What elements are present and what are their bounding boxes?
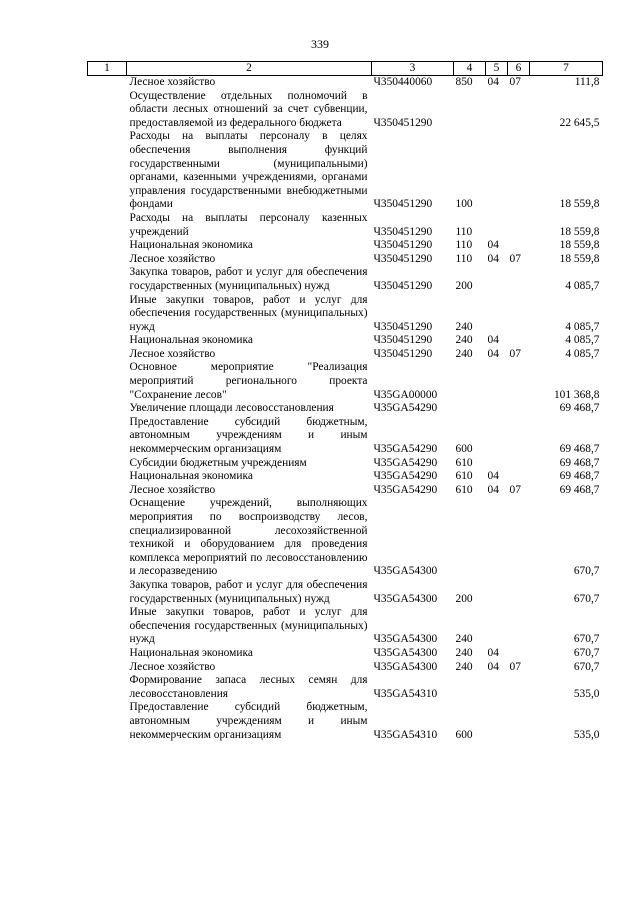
section-code bbox=[486, 579, 508, 606]
amount: 670,7 bbox=[573, 660, 600, 673]
expense-type-code: 240 bbox=[455, 347, 473, 360]
col1-cell bbox=[88, 470, 127, 484]
table-row bbox=[88, 348, 603, 362]
item-name: Иные закупки товаров, работ и услуг для обеспечения государственных (муниципальных) нужд bbox=[129, 293, 368, 333]
expense-type-code: 610 bbox=[455, 483, 473, 496]
table-row bbox=[88, 416, 603, 457]
section-code bbox=[486, 701, 508, 742]
item-name: Формирование запаса лесных семян для лесовосстановления bbox=[129, 674, 368, 700]
col1-cell bbox=[88, 334, 127, 348]
amount: 111,8 bbox=[574, 76, 600, 88]
expense-type-code bbox=[454, 402, 486, 416]
col1-cell bbox=[88, 402, 127, 416]
subsection-code: 07 bbox=[509, 660, 521, 673]
table-row bbox=[88, 470, 603, 484]
col1-cell bbox=[88, 647, 127, 661]
col1-cell bbox=[88, 266, 127, 293]
item-name: Лесное хозяйство bbox=[129, 76, 216, 88]
item-name: Иные закупки товаров, работ и услуг для обеспечения государственных (муниципальных) нужд bbox=[129, 606, 368, 646]
budget-code: Ч350451290 bbox=[373, 239, 433, 252]
section-code: 04 bbox=[487, 660, 499, 673]
item-name: Основное мероприятие "Реализация мероприятий регионального проекта "Сохранение лесов" bbox=[129, 361, 368, 401]
column-header: 6 bbox=[508, 62, 530, 76]
item-name: Национальная экономика bbox=[129, 646, 253, 659]
subsection-code bbox=[508, 130, 530, 212]
expense-type-code: 610 bbox=[455, 456, 473, 469]
column-header: 2 bbox=[127, 62, 372, 76]
budget-code: Ч35GA54310 bbox=[373, 687, 438, 700]
col1-cell bbox=[88, 361, 127, 402]
table-row bbox=[88, 484, 603, 498]
col1-cell bbox=[88, 239, 127, 253]
table-row bbox=[88, 253, 603, 267]
expense-type-code: 110 bbox=[455, 252, 473, 265]
amount: 101 368,8 bbox=[553, 388, 600, 401]
amount: 18 559,8 bbox=[559, 198, 600, 211]
col1-cell bbox=[88, 484, 127, 498]
budget-code: Ч35GA54290 bbox=[373, 483, 438, 496]
amount: 670,7 bbox=[573, 633, 600, 646]
item-name: Национальная экономика bbox=[129, 470, 253, 483]
col1-cell bbox=[88, 76, 127, 90]
amount: 670,7 bbox=[573, 646, 600, 659]
section-code bbox=[486, 674, 508, 701]
amount: 535,0 bbox=[573, 728, 600, 741]
item-name: Предоставление субсидий бюджетным, автономным учреждениям и иным некоммерческим организациям bbox=[129, 701, 368, 741]
budget-code: Ч35GA54300 bbox=[373, 633, 438, 646]
budget-code: Ч350440060 bbox=[373, 76, 433, 88]
table-row bbox=[88, 130, 603, 212]
budget-code: Ч35GA54290 bbox=[373, 470, 438, 483]
section-code: 04 bbox=[487, 483, 499, 496]
column-header: 5 bbox=[486, 62, 508, 76]
table-row bbox=[88, 457, 603, 471]
subsection-code bbox=[508, 212, 530, 239]
section-code: 04 bbox=[487, 239, 499, 252]
item-name: Увеличение площади лесовосстановления bbox=[129, 402, 334, 415]
section-code bbox=[486, 212, 508, 239]
expense-type-code: 240 bbox=[455, 660, 473, 673]
item-name: Осуществление отдельных полномочий в области лесных отношений за счет субвенции, предоставляемой из федерального бюджета bbox=[129, 89, 368, 129]
subsection-code bbox=[508, 416, 530, 457]
budget-code: Ч35GA54290 bbox=[373, 456, 438, 469]
item-name: Национальная экономика bbox=[129, 334, 253, 347]
subsection-code bbox=[508, 239, 530, 253]
table-row bbox=[88, 402, 603, 416]
amount: 4 085,7 bbox=[565, 320, 600, 333]
section-code: 04 bbox=[487, 252, 499, 265]
amount: 69 468,7 bbox=[559, 483, 600, 496]
item-name: Лесное хозяйство bbox=[129, 483, 216, 496]
subsection-code: 07 bbox=[509, 252, 521, 265]
expense-type-code: 200 bbox=[455, 592, 473, 605]
section-code bbox=[486, 266, 508, 293]
item-name: Лесное хозяйство bbox=[129, 660, 216, 673]
expense-type-code: 240 bbox=[455, 320, 473, 333]
subsection-code bbox=[508, 674, 530, 701]
expense-type-code: 100 bbox=[455, 198, 473, 211]
col1-cell bbox=[88, 497, 127, 579]
budget-code: Ч350451290 bbox=[373, 334, 433, 347]
column-header: 7 bbox=[530, 62, 603, 76]
item-name: Лесное хозяйство bbox=[129, 252, 216, 265]
expense-type-code: 110 bbox=[455, 225, 473, 238]
table-row bbox=[88, 212, 603, 239]
table-row bbox=[88, 661, 603, 675]
subsection-code bbox=[508, 470, 530, 484]
table-row bbox=[88, 76, 603, 90]
expense-type-code: 240 bbox=[455, 633, 473, 646]
subsection-code bbox=[508, 497, 530, 579]
budget-code: Ч350451290 bbox=[373, 347, 433, 360]
budget-code: Ч350451290 bbox=[373, 225, 433, 238]
col1-cell bbox=[88, 294, 127, 335]
section-code bbox=[486, 457, 508, 471]
section-code: 04 bbox=[487, 646, 499, 659]
item-name: Закупка товаров, работ и услуг для обеспечения государственных (муниципальных) нужд bbox=[129, 266, 368, 292]
subsection-code: 07 bbox=[509, 347, 521, 360]
col1-cell bbox=[88, 253, 127, 267]
expense-type-code bbox=[454, 90, 486, 131]
section-code bbox=[486, 402, 508, 416]
amount: 670,7 bbox=[573, 565, 600, 578]
col1-cell bbox=[88, 701, 127, 742]
amount: 69 468,7 bbox=[559, 470, 600, 483]
section-code bbox=[486, 497, 508, 579]
col1-cell bbox=[88, 457, 127, 471]
column-header: 3 bbox=[372, 62, 454, 76]
section-code bbox=[486, 606, 508, 647]
col1-cell bbox=[88, 606, 127, 647]
expense-type-code: 240 bbox=[455, 334, 473, 347]
amount: 670,7 bbox=[573, 592, 600, 605]
expense-type-code: 600 bbox=[455, 728, 473, 741]
amount: 4 085,7 bbox=[565, 347, 600, 360]
col1-cell bbox=[88, 130, 127, 212]
amount: 22 645,5 bbox=[559, 116, 600, 129]
section-code: 04 bbox=[487, 470, 499, 483]
expense-type-code bbox=[454, 674, 486, 701]
section-code bbox=[486, 90, 508, 131]
budget-code: Ч350451290 bbox=[373, 198, 433, 211]
subsection-code bbox=[508, 266, 530, 293]
section-code: 04 bbox=[487, 347, 499, 360]
item-name: Расходы на выплаты персоналу в целях обеспечения выполнения функций государственными (муниципальными) органами, казенными учреждениями, органами управления государственными внебюджетными фондами bbox=[129, 130, 368, 211]
budget-code: Ч35GA54300 bbox=[373, 592, 438, 605]
subsection-code bbox=[508, 361, 530, 402]
budget-table bbox=[87, 61, 603, 742]
table-row bbox=[88, 294, 603, 335]
item-name: Субсидии бюджетным учреждениям bbox=[129, 456, 307, 469]
section-code bbox=[486, 416, 508, 457]
table-row bbox=[88, 674, 603, 701]
item-name: Национальная экономика bbox=[129, 239, 253, 252]
amount: 18 559,8 bbox=[559, 239, 600, 252]
section-code bbox=[486, 130, 508, 212]
amount: 69 468,7 bbox=[559, 402, 600, 415]
subsection-code bbox=[508, 90, 530, 131]
amount: 18 559,8 bbox=[559, 225, 600, 238]
col1-cell bbox=[88, 348, 127, 362]
col1-cell bbox=[88, 212, 127, 239]
expense-type-code bbox=[454, 497, 486, 579]
col1-cell bbox=[88, 416, 127, 457]
expense-type-code: 600 bbox=[455, 443, 473, 456]
section-code: 04 bbox=[487, 76, 499, 88]
item-name: Закупка товаров, работ и услуг для обеспечения государственных (муниципальных) нужд bbox=[129, 578, 368, 605]
amount: 69 468,7 bbox=[559, 456, 600, 469]
budget-code: Ч350451290 bbox=[373, 320, 433, 333]
budget-code: Ч35GA54300 bbox=[373, 660, 438, 673]
table-row bbox=[88, 701, 603, 742]
item-name: Лесное хозяйство bbox=[129, 347, 216, 360]
budget-code: Ч35GA54310 bbox=[373, 728, 438, 741]
expense-type-code: 610 bbox=[455, 470, 473, 483]
table-row bbox=[88, 579, 603, 606]
amount: 69 468,7 bbox=[559, 443, 600, 456]
section-code bbox=[486, 294, 508, 335]
table-row bbox=[88, 606, 603, 647]
budget-code: Ч350451290 bbox=[373, 279, 433, 292]
subsection-code bbox=[508, 647, 530, 661]
expense-type-code: 850 bbox=[455, 76, 473, 88]
subsection-code bbox=[508, 294, 530, 335]
subsection-code bbox=[508, 701, 530, 742]
column-header-row bbox=[88, 62, 603, 76]
budget-code: Ч350451290 bbox=[373, 116, 433, 129]
subsection-code: 07 bbox=[509, 483, 521, 496]
budget-code: Ч35GA54290 bbox=[373, 402, 438, 415]
subsection-code: 07 bbox=[509, 76, 521, 88]
col1-cell bbox=[88, 90, 127, 131]
subsection-code bbox=[508, 402, 530, 416]
table-body bbox=[88, 76, 603, 743]
table-row bbox=[88, 361, 603, 402]
budget-code: Ч35GA54300 bbox=[373, 565, 438, 578]
col1-cell bbox=[88, 579, 127, 606]
column-header: 4 bbox=[454, 62, 486, 76]
table-row bbox=[88, 90, 603, 131]
subsection-code bbox=[508, 334, 530, 348]
budget-code: Ч35GA54300 bbox=[373, 646, 438, 659]
page-number: 339 bbox=[311, 37, 329, 51]
amount: 18 559,8 bbox=[559, 252, 600, 265]
column-header: 1 bbox=[88, 62, 127, 76]
table-row bbox=[88, 334, 603, 348]
col1-cell bbox=[88, 674, 127, 701]
budget-code: Ч350451290 bbox=[373, 252, 433, 265]
amount: 535,0 bbox=[573, 687, 600, 700]
expense-type-code: 110 bbox=[455, 239, 473, 252]
budget-code: Ч35GA54290 bbox=[373, 443, 438, 456]
item-name: Предоставление субсидий бюджетным, автономным учреждениям и иным некоммерческим организациям bbox=[129, 415, 368, 456]
table-row bbox=[88, 239, 603, 253]
item-name: Расходы на выплаты персоналу казенных учреждений bbox=[129, 211, 368, 238]
subsection-code bbox=[508, 606, 530, 647]
expense-type-code: 200 bbox=[455, 279, 473, 292]
table-row bbox=[88, 266, 603, 293]
section-code bbox=[486, 361, 508, 402]
expense-type-code bbox=[454, 361, 486, 402]
subsection-code bbox=[508, 579, 530, 606]
table-row bbox=[88, 497, 603, 579]
expense-type-code: 240 bbox=[455, 646, 473, 659]
budget-code: Ч35GA00000 bbox=[373, 388, 438, 401]
col1-cell bbox=[88, 661, 127, 675]
section-code: 04 bbox=[487, 334, 499, 347]
subsection-code bbox=[508, 457, 530, 471]
amount: 4 085,7 bbox=[565, 279, 600, 292]
amount: 4 085,7 bbox=[565, 334, 600, 347]
table-row bbox=[88, 647, 603, 661]
item-name: Оснащение учреждений, выполняющих мероприятия по воспроизводству лесов, специализированной лесохозяйственной техникой и оборудованием для проведения комплекса мероприятий по лесовосстановлению и лесоразведению bbox=[129, 497, 368, 578]
